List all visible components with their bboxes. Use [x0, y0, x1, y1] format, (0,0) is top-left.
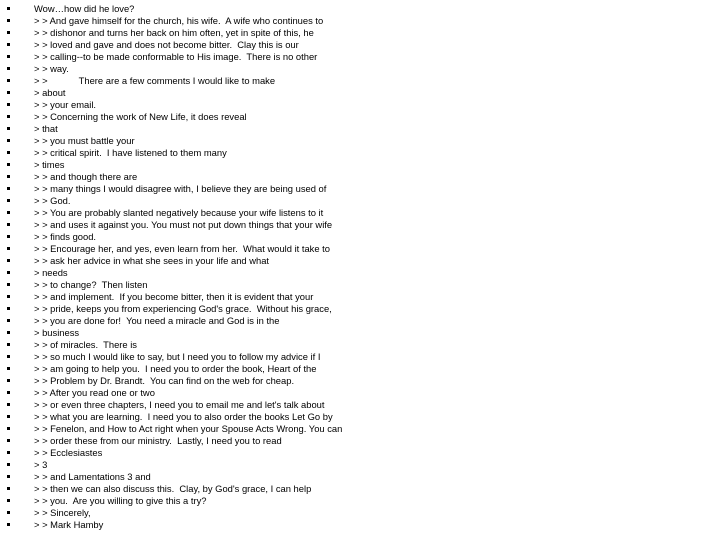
text-line	[0, 87, 720, 99]
text-line	[0, 303, 720, 315]
text-line	[0, 27, 720, 39]
bullet-icon	[7, 223, 10, 226]
bullet-icon	[7, 499, 10, 502]
line-text: > > way.	[34, 63, 69, 74]
text-line	[0, 39, 720, 51]
line-text: > > You are probably slanted negatively because your wife listens to it	[34, 207, 324, 218]
line-text: > > am going to help you. I need you to order the book, Heart of the	[34, 363, 317, 374]
line-text: > > what you are learning. I need you to also order the books Let Go by	[34, 411, 333, 422]
line-text: > > Problem by Dr. Brandt. You can find on the web for cheap.	[34, 375, 295, 386]
bullet-icon	[7, 115, 10, 118]
line-text: > > and though there are	[34, 171, 138, 182]
bullet-icon	[7, 379, 10, 382]
text-line	[0, 3, 720, 15]
line-text: > about	[34, 87, 66, 98]
text-line	[0, 459, 720, 471]
bullet-icon	[7, 463, 10, 466]
bullet-icon	[7, 343, 10, 346]
text-line	[0, 219, 720, 231]
text-line	[0, 447, 720, 459]
bullet-icon	[7, 391, 10, 394]
text-line	[0, 387, 720, 399]
bullet-icon	[7, 127, 10, 130]
line-text: > > dishonor and turns her back on him often, yet in spite of this, he	[34, 27, 314, 38]
bullet-icon	[7, 403, 10, 406]
line-text: > > calling--to be made conformable to His image. There is no other	[34, 51, 318, 62]
text-line	[0, 243, 720, 255]
text-line	[0, 351, 720, 363]
text-line	[0, 123, 720, 135]
line-text: > > then we can also discuss this. Clay, by God's grace, I can help	[34, 483, 312, 494]
line-text: > > or even three chapters, I need you to email me and let's talk about	[34, 399, 325, 410]
line-text: > > you are done for! You need a miracle and God is in the	[34, 315, 280, 326]
line-text: > business	[34, 327, 80, 338]
text-line	[0, 147, 720, 159]
line-text: > > you. Are you willing to give this a try?	[34, 495, 207, 506]
text-line	[0, 363, 720, 375]
line-text: > > and Lamentations 3 and	[34, 471, 151, 482]
text-line	[0, 75, 720, 87]
text-line	[0, 411, 720, 423]
text-line	[0, 399, 720, 411]
bullet-icon	[7, 427, 10, 430]
text-line	[0, 15, 720, 27]
text-line	[0, 279, 720, 291]
text-line	[0, 483, 720, 495]
line-text: > needs	[34, 267, 68, 278]
text-line	[0, 51, 720, 63]
bullet-icon	[7, 79, 10, 82]
bullet-icon	[7, 511, 10, 514]
line-text: > times	[34, 159, 65, 170]
bullet-icon	[7, 187, 10, 190]
text-line	[0, 423, 720, 435]
bullet-icon	[7, 295, 10, 298]
bullet-icon	[7, 175, 10, 178]
email-body	[0, 3, 720, 531]
line-text: > > ask her advice in what she sees in your life and what	[34, 255, 270, 266]
line-text: > > Concerning the work of New Life, it does reveal	[34, 111, 247, 122]
bullet-icon	[7, 415, 10, 418]
bullet-icon	[7, 19, 10, 22]
bullet-icon	[7, 355, 10, 358]
bullet-icon	[7, 523, 10, 526]
bullet-icon	[7, 283, 10, 286]
line-text: > > many things I would disagree with, I believe they are being used of	[34, 183, 327, 194]
line-text: > > your email.	[34, 99, 97, 110]
bullet-icon	[7, 487, 10, 490]
text-line	[0, 507, 720, 519]
text-line	[0, 171, 720, 183]
bullet-icon	[7, 163, 10, 166]
line-text: > > Ecclesiastes	[34, 447, 103, 458]
bullet-icon	[7, 67, 10, 70]
line-text: > > Sincerely,	[34, 507, 91, 518]
bullet-icon	[7, 211, 10, 214]
text-line	[0, 195, 720, 207]
line-text: > > Fenelon, and How to Act right when your Spouse Acts Wrong. You can	[34, 423, 343, 434]
text-line	[0, 135, 720, 147]
text-line	[0, 267, 720, 279]
line-text: > > After you read one or two	[34, 387, 155, 398]
text-line	[0, 339, 720, 351]
text-line	[0, 435, 720, 447]
line-text: > that	[34, 123, 58, 134]
text-line	[0, 183, 720, 195]
bullet-icon	[7, 7, 10, 10]
line-text: > > And gave himself for the church, his wife. A wife who continues to	[34, 15, 324, 26]
bullet-icon	[7, 151, 10, 154]
bullet-icon	[7, 475, 10, 478]
text-line	[0, 519, 720, 531]
bullet-icon	[7, 271, 10, 274]
bulleted-line-list	[0, 3, 720, 531]
line-text: > > you must battle your	[34, 135, 135, 146]
bullet-icon	[7, 55, 10, 58]
bullet-icon	[7, 31, 10, 34]
line-text: > > critical spirit. I have listened to them many	[34, 147, 227, 158]
line-text: > > pride, keeps you from experiencing God's grace. Without his grace,	[34, 303, 332, 314]
text-line	[0, 99, 720, 111]
text-line	[0, 495, 720, 507]
bullet-icon	[7, 367, 10, 370]
line-text: > > so much I would like to say, but I need you to follow my advice if I	[34, 351, 321, 362]
text-line	[0, 111, 720, 123]
bullet-icon	[7, 43, 10, 46]
line-text: > > order these from our ministry. Lastly, I need you to read	[34, 435, 282, 446]
text-line	[0, 315, 720, 327]
text-line	[0, 63, 720, 75]
bullet-icon	[7, 91, 10, 94]
text-line	[0, 375, 720, 387]
line-text: > > of miracles. There is	[34, 339, 137, 350]
text-line	[0, 159, 720, 171]
text-line	[0, 255, 720, 267]
line-text: > > and implement. If you become bitter, then it is evident that your	[34, 291, 314, 302]
bullet-icon	[7, 451, 10, 454]
line-text: > > There are a few comments I would like to make	[34, 75, 276, 86]
bullet-icon	[7, 235, 10, 238]
line-text: > > and uses it against you. You must not put down things that your wife	[34, 219, 333, 230]
bullet-icon	[7, 103, 10, 106]
bullet-icon	[7, 139, 10, 142]
line-text: > > Encourage her, and yes, even learn from her. What would it take to	[34, 243, 331, 254]
bullet-icon	[7, 319, 10, 322]
bullet-icon	[7, 307, 10, 310]
bullet-icon	[7, 331, 10, 334]
bullet-icon	[7, 259, 10, 262]
line-text: > > finds good.	[34, 231, 97, 242]
line-text: > > God.	[34, 195, 71, 206]
text-line	[0, 231, 720, 243]
bullet-icon	[7, 247, 10, 250]
text-line	[0, 291, 720, 303]
text-line	[0, 207, 720, 219]
line-text: > > Mark Hamby	[34, 519, 104, 530]
line-text: > > loved and gave and does not become bitter. Clay this is our	[34, 39, 299, 50]
line-text: > 3	[34, 459, 48, 470]
text-line	[0, 471, 720, 483]
line-text: > > to change? Then listen	[34, 279, 148, 290]
text-line	[0, 327, 720, 339]
bullet-icon	[7, 199, 10, 202]
line-text: Wow…how did he love?	[34, 3, 135, 14]
bullet-icon	[7, 439, 10, 442]
